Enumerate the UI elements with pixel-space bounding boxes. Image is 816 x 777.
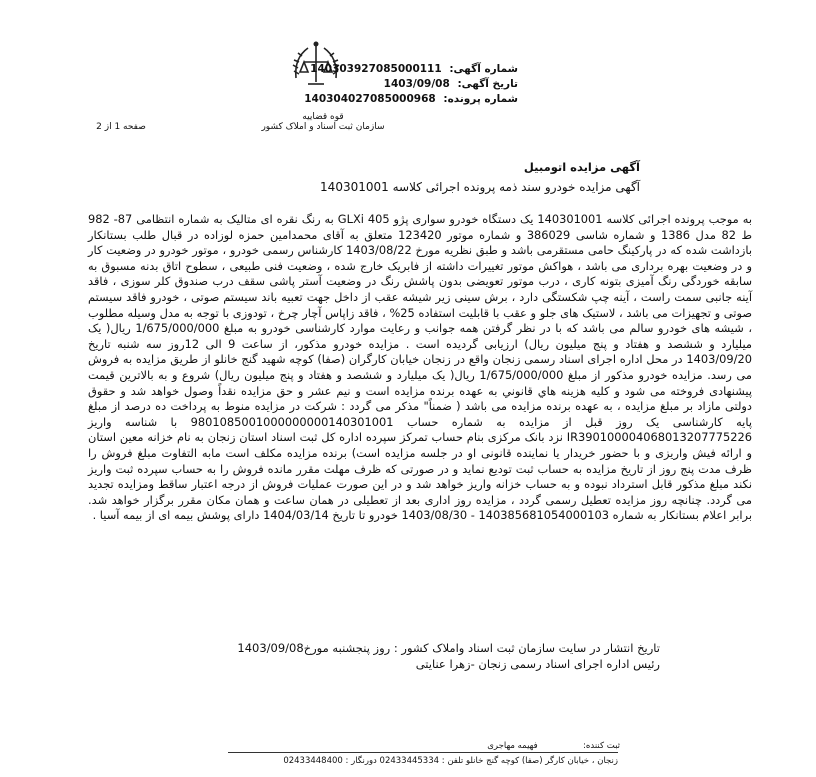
footer [150,640,660,672]
ad-meta [304,62,518,107]
ad-date-row [338,77,518,92]
ad-number: 140303927085000111 [310,63,442,75]
ad-number-label: شماره آگهی: [449,63,518,75]
publish-line: تاریخ انتشار در سایت سازمان ثبت اسناد واملاک کشور : روز پنجشنبه مورخ1403/09/08 [237,641,660,655]
ad-date-label: تاریخ آگهی: [457,78,518,90]
org-line-2: سازمان ثبت اسناد و املاک کشور [261,122,385,132]
signer [400,741,620,751]
page-number: صفحه 1 از 2 [96,122,146,132]
case-number-row [304,92,518,107]
office-address: زنجان ، خیابان کارگر (صفا) کوچه گنج خانلو تلفن : 02433445334 دورنگار : 02433448400 [283,756,618,766]
page-title: آگهی مزایده اتومبیل [523,160,640,174]
case-number: 140304027085000968 [304,93,436,105]
signer-name: فهیمه مهاجری [487,741,538,751]
case-number-label: شماره پرونده: [443,93,518,105]
ad-number-row [310,62,518,77]
address-divider [228,752,618,753]
head-line: رئیس اداره اجرای اسناد رسمی زنجان -زهرا عنایتی [415,657,660,671]
signer-label: ثبت کننده: [583,741,620,751]
announcement-body: به موجب پرونده اجرائی کلاسه 140301001 یک دستگاه خودرو سواری پژو 405 GLXi به رنگ نقره ای متالیک به شماره انتظامی 87- 982 ط 82 مدل 1386 و شماره شاسی 386029 و شماره موتور 123420 متعلق به آقای محمدامین حمزه لوزاده در قبال طلب بستانکار بازداشت شده که در پارکینگ حامی مستقرمی باشد و طبق نظریه مورخ 1403/08/22 کارشناس رسمی خودرو ، موتور خودرو در وضعیت کار و در وضعیت بهره برداری می باشد ، هواکش موتور تغییرات داشته از فابریک خارج شده ، وضعیت فنی طبیعی ، سطوح اتاق بدنه مسبوق به سابقه خوردگی رنگ آمیزی بتونه کاری ، درب موتور تعویضی بدون پاشش رنگ در وضعیت آستر پاشی سقف درب صندوق کلر سوزی ، فاقد آینه جانبی سمت راست ، آینه چپ شکستگی دارد ، برش سینی زیر شیشه عقب از داخل جهت تعبیه باند سیستم صوتی ، خودرو فاقد سیستم صوتی و تجهیزات می باشد ، لاستیک های جلو و عقب با قابلیت استفاده 25% ، فاقد زاپاس آچار چرخ ، تودوزی با توجه به مدل وسیله مطلوب ، شیشه های خودرو سالم می باشد که با در نظر گرفتن همه جوانب و رعایت موارد کارشناسی خودرو به مبلغ 1/675/000/000 ریال( یک میلیارد و ششصد و هفتاد و پنج میلیون ریال) ارزیابی گردیده است . مزایده خودرو مذکور، از ساعت 9 الی 12روز سه شنبه تاریخ 1403/09/20 در محل اداره اجرای اسناد رسمی زنجان واقع در زنجان خیابان کارگران (صفا) کوچه شهید گنج خانلو از طریق مزایده به فروش می رسد. مزایده خودرو مذکور از مبلغ 1/675/000/000 ریال( یک میلیارد و ششصد و هفتاد و پنج میلیون ریال) شروع و به بالاترین قیمت پیشنهادی فروخته می شود و کلیه هزینه هاي قانوني به عهده برنده مزایده است و نیم عشر و حق مزایده نقداً وصول خواهد شد و حقوق دولتی مازاد بر مبلغ مزایده ، به عهده برنده مزایده می باشد ( ضمناً" مذکر می گردد : شرکت در مزایده منوط به پرداخت ده درصد از مبلغ پایه کارشناسی یک روز قبل از مزایده به شماره حساب 9801085001000000000140301001 با شناسه واریز IR390100004068013207775226 نزد بانک مرکزی بنام حساب تمرکز سپرده اداره کل ثبت اسناد استان زنجان به نام خزانه معین استان و ارائه فیش واریزی و با حضور خریدار یا نماینده قانونی او در جلسه مزایده است) برنده مزایده مکلف است مابه التفاوت مبلغ فروش را ظرف مدت پنج روز از تاریخ مزایده به حساب ثبت تودیع نماید و در صورتی که ظرف مهلت مقرر مانده فروش را به حساب سپرده ثبت واریز نکند مبلغ مذکور قابل استرداد نبوده و به حساب خزانه واریز خواهد شد و در این صورت عملیات فروش از درجه اعتبار ساقط ومزایده تجدید می گردد. چنانچه روز مزایده تعطیل رسمی گردد ، مزایده روز اداری بعد از تعطیلی در همان ساعت و همان مکان مقرر برگزار خواهد شد. برابر اعلام بستانکار به شماره 140385681054000103 - 1403/08/30 خودرو تا تاریخ 1404/03/14 دارای پوشش بیمه ای از بیمه آسیا . [88,212,753,523]
organization-name [258,112,388,132]
page-subtitle: آگهی مزایده خودرو سند ذمه پرونده اجرائی کلاسه 140301001 [320,180,640,194]
ad-date: 1403/09/08 [383,78,450,90]
org-line-1: قوه قضاییه [302,112,344,122]
